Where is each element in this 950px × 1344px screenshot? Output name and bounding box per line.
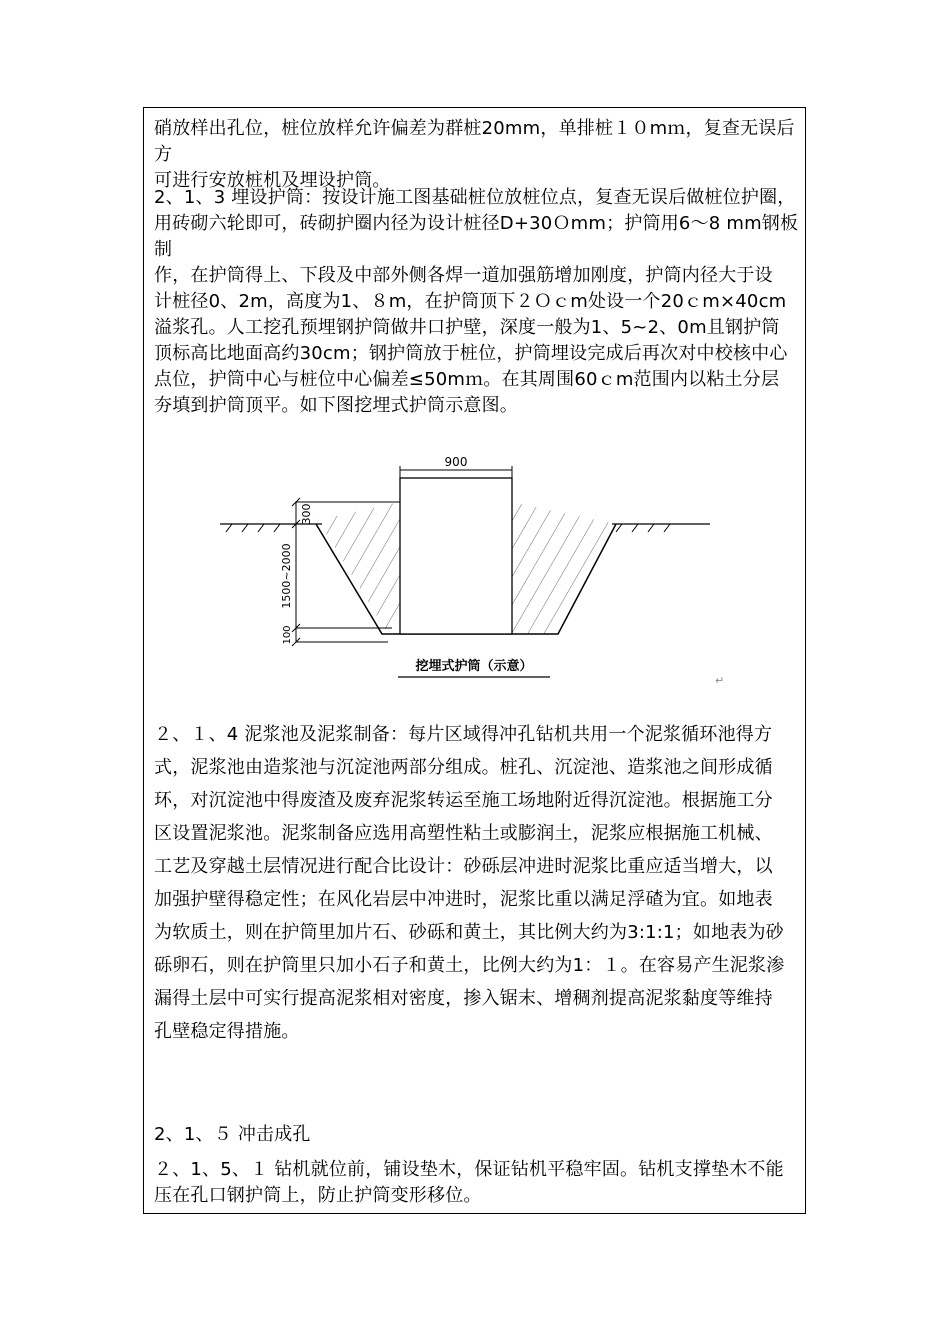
paragraph-casing: 2、1、3 埋设护筒：按设计施工图基础桩位放桩位点，复查无误后做桩位护圈， 用砖砌六轮即可，砖砌护圈内径为设计桩径D+30Ｏmm；护筒用6～8 mm钢板制 作，在护筒得上、下段及中部外侧各焊一道加强筋增加刚度，护筒内径大于设 计桩径0、2m，高度为1、８m，在护筒顶下２Ｏｃm处设一个20ｃm×40cm 溢浆孔。人工挖孔预埋钢护筒做井口护壁，深度一般为1、5~2、0m且钢护筒 顶标高比地面高约30cm；钢护筒放于桩位，护筒埋设完成后再次对中校核中心 点位，护筒中心与桩位中心偏差≤50mｍ。在其周围60ｃm范围内以粘土分层 夯填到护筒顶平。如下图挖埋式护筒示意图。 <box>154 187 799 416</box>
casing-diagram <box>212 452 725 692</box>
figure-caption: 挖埋式护筒（示意） <box>415 659 533 674</box>
bottom-label: 100 <box>282 625 293 645</box>
backfill-right <box>512 502 616 634</box>
backfill-left <box>318 502 400 634</box>
section-heading-impact-drilling: 2、1、５ 冲击成孔 <box>154 1124 311 1145</box>
steel-casing <box>400 478 512 634</box>
paragraph-rig-setup: ２、1、5、１ 钻机就位前，铺设垫木，保证钻机平稳牢固。钻机支撑垫木不能 压在孔口钢护筒上，防止护筒变形移位。 <box>154 1159 784 1206</box>
width-label: 900 <box>444 455 468 469</box>
paragraph-intro: 硝放样出孔位，桩位放样允许偏差为群桩20mm，单排桩１０mｍ，复查无误后方 可进行安放桩机及埋设护筒。 <box>154 118 795 191</box>
depth-label: 1500~2000 <box>280 543 293 609</box>
return-mark: ↵ <box>715 674 725 687</box>
top-label: 300 <box>300 503 313 525</box>
paragraph-mud-pool: ２、１、4 泥浆池及泥浆制备：每片区域得冲孔钻机共用一个泥浆循环池得方 式，泥浆池由造浆池与沉淀池两部分组成。桩孔、沉淀池、造浆池之间形成循 环，对沉淀池中得废渣及废弃泥浆转运至施工场地附近得沉淀池。根据施工分 区设置泥浆池。泥浆制备应选用高塑性粘土或膨润土，泥浆应根据施工机械、 工艺及穿越土层情况进行配合比设计：砂砾层冲进时泥浆比重应适当增大，以 加强护壁得稳定性；在风化岩层中冲进时，泥浆比重以满足浮碴为宜。如地表 为软质土，则在护筒里加片石、砂砾和黄土，其比例大约为3:1:1；如地表为砂 砾卵石，则在护筒里只加小石子和黄土，比例大约为1：１。在容易产生泥浆渗 漏得土层中可实行提高泥浆相对密度，掺入锯末、增稠剂提高泥浆黏度等维持 孔壁稳定得措施。 <box>154 724 785 1042</box>
